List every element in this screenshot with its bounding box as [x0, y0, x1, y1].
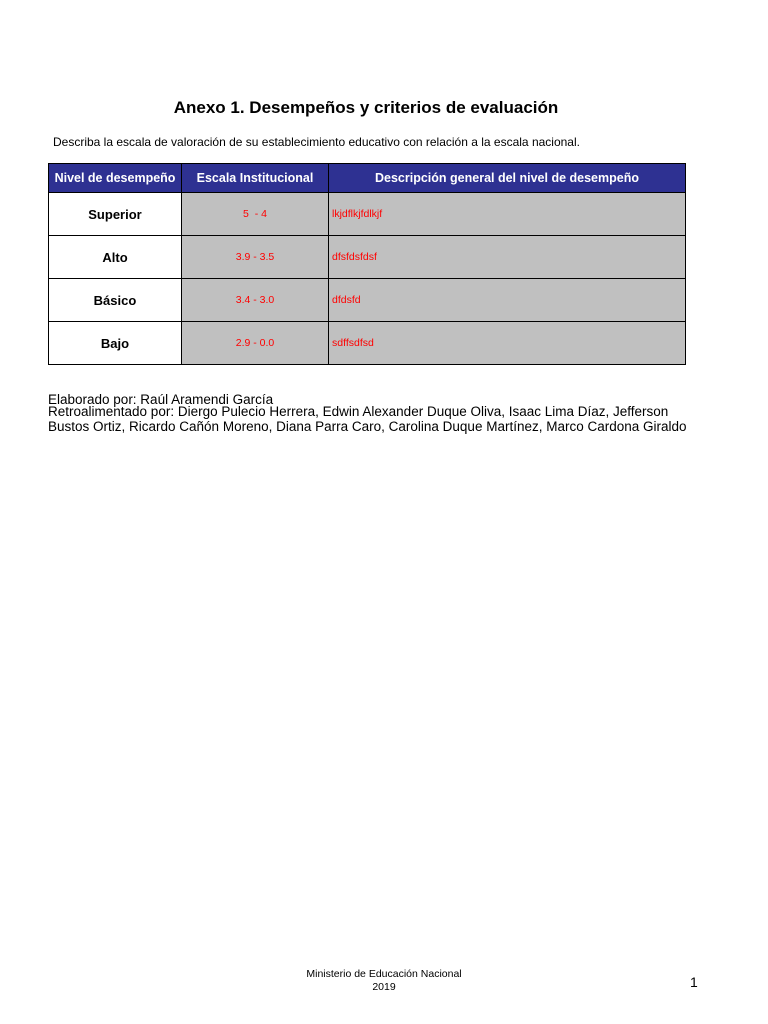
header-descripcion-general: Descripción general del nivel de desempeño	[329, 164, 686, 193]
page-footer	[0, 968, 768, 994]
level-cell: Alto	[49, 236, 182, 279]
document-title: Anexo 1. Desempeños y criterios de evaluación	[173, 98, 559, 117]
scale-cell: 5 - 4	[182, 193, 329, 236]
footer-organization: Ministerio de Educación Nacional	[306, 968, 462, 980]
intro-text: Describa la escala de valoración de su establecimiento educativo con relación a la escala nacional.	[53, 135, 580, 149]
description-cell: sdffsdfsd	[329, 322, 686, 365]
feedback-by: Retroalimentado por: Diergo Pulecio Herrera, Edwin Alexander Duque Oliva, Isaac Lima Díaz, Jefferson Bustos Ortiz, Ricardo Cañón Moreno, Diana Parra Caro, Carolina Duque Martínez, Marco Cardona Giraldo	[48, 404, 687, 434]
level-cell: Bajo	[49, 322, 182, 365]
elaborated-by: Elaborado por: Raúl Aramendi García	[48, 392, 274, 407]
level-cell: Superior	[49, 193, 182, 236]
header-escala-institucional: Escala Institucional	[182, 164, 329, 193]
header-nivel-desempeno: Nivel de desempeño	[49, 164, 182, 193]
description-cell: lkjdflkjfdlkjf	[329, 193, 686, 236]
table-row	[49, 236, 686, 279]
page-number: 1	[690, 974, 698, 990]
scale-cell: 2.9 - 0.0	[182, 322, 329, 365]
performance-scale-table	[48, 163, 686, 365]
description-cell: dfsfdsfdsf	[329, 236, 686, 279]
table-row	[49, 322, 686, 365]
credits-block	[48, 392, 688, 434]
level-cell: Básico	[49, 279, 182, 322]
footer-year: 2019	[372, 981, 396, 993]
scale-cell: 3.4 - 3.0	[182, 279, 329, 322]
table-header-row	[49, 164, 686, 193]
table-row	[49, 193, 686, 236]
description-cell: dfdsfd	[329, 279, 686, 322]
table-row	[49, 279, 686, 322]
scale-cell: 3.9 - 3.5	[182, 236, 329, 279]
